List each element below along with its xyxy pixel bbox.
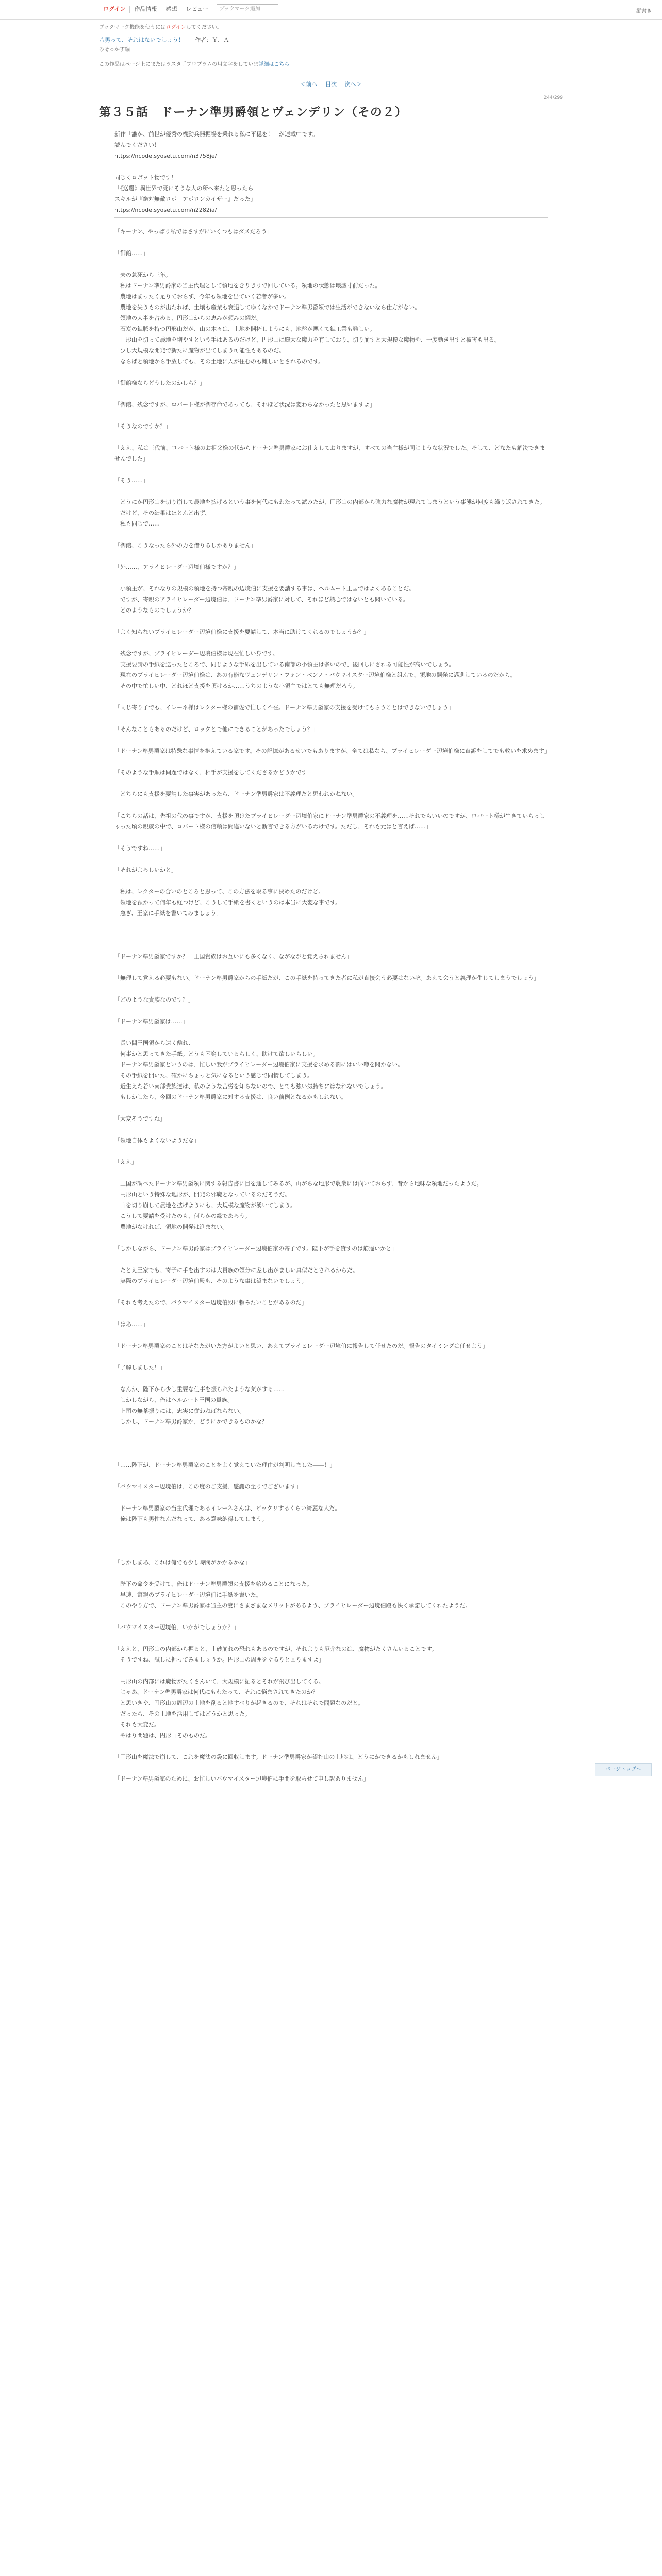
blank-line (99, 1005, 563, 1016)
main-content (99, 20, 563, 1784)
text-line: 「よく知らないブライヒレーダー辺境伯様に支援を要請して、本当に助けてくれるのでしょうか？」 (114, 629, 370, 635)
text-line: どのようなものでしょうか？ (114, 607, 194, 614)
blank-line (99, 800, 563, 810)
blank-line (99, 1741, 563, 1752)
blank-line (99, 551, 563, 562)
bookmark-notice (99, 23, 563, 30)
caution-text (99, 60, 563, 67)
text-line: 支援要請の手紙を送ったところで、同じような手紙を出している南部の小領主は多いので、後回しにされる可能性が高いでしょう。 (114, 661, 455, 668)
nav-link-review[interactable]: レビュー (186, 6, 209, 12)
text-line: 「どのような貴族なのです？」 (114, 996, 194, 1003)
page-top-button[interactable]: ページトップへ (595, 1763, 652, 1776)
text-line[interactable]: https://ncode.syosetu.com/n3758je/ (114, 152, 217, 159)
blank-line (99, 854, 563, 865)
next-link[interactable]: 次へ＞ (344, 81, 362, 88)
blank-line (99, 410, 563, 421)
page-number: 244/299 (543, 95, 563, 100)
text-line: 「バウマイスター辺境伯は、この度のご支援、感謝の至りでございます」 (114, 1483, 302, 1490)
prev-link[interactable]: ＜前へ (300, 81, 318, 88)
text-line: 「バウマイスター辺境伯、いかがでしょうか？」 (114, 1624, 239, 1631)
blank-line (99, 984, 563, 994)
text-line: 石炭の鉱脈を持つ円形山だが、山の木々は、土地を開拓しようにも、地盤が悪くて鉱工業も難しい。 (114, 326, 375, 332)
blank-line (99, 1427, 563, 1438)
blank-line (99, 1492, 563, 1503)
notice-login-link[interactable]: ログイン (166, 25, 186, 30)
index-link[interactable]: 目次 (325, 81, 337, 88)
text-line: 円形山を切って農地を増やすという手はあるのだけど、円形山は膨大な魔力を有しており、切り崩すと大規模な魔物や、一度動き出すと被害も出る。 (114, 336, 500, 343)
blank-line (99, 367, 563, 378)
text-line: 新作「誰か、前世が優秀の機動兵器掘場を乗れる私に平穏を！」が連載中です。 (114, 131, 319, 138)
pager-top (99, 80, 563, 88)
blank-line (99, 713, 563, 724)
blank-line (99, 1124, 563, 1135)
blank-line (99, 1535, 563, 1546)
blank-line (99, 1330, 563, 1341)
text-line: もしかしたら、今回のドーナン準男爵家に対する支援は、良い前例となるかもしれない。 (114, 1094, 347, 1100)
vertical-writing-link[interactable]: 縦書き (636, 9, 652, 14)
text-line: 「御館、残念ですが、ロバート様が御存命であっても、それほど状況は変わらなかったと思いますよ」 (114, 401, 375, 408)
text-line: と思いきや、円形山の周辺の土地を削ると地すべりが起きるので、それはそれで問題なのだと。 (114, 1700, 364, 1706)
blank-line (99, 486, 563, 497)
text-line: だけど、その結果はほとんど出ず、 (114, 510, 211, 516)
text-line: 王国が調べたドーナン準男爵領に関する報告書に目を通してみるが、山がちな地形で農業には向いておらず、昔から地味な領地だったようだ。 (114, 1180, 483, 1187)
text-line: やはり問題は、円形山そのものだ。 (114, 1732, 211, 1739)
text-line: 「ええ」 (114, 1159, 137, 1165)
text-line: 「ええと、円形山の内部から掘ると、土砂崩れの恐れもあるのですが、それよりも厄介なのは、魔物がたくさんいることです。 (114, 1646, 438, 1652)
text-line: 「無理して覚える必要もない。ドーナン準男爵家からの手紙だが、この手紙を持ってきた者に私が直接会う必要はないぞ。あえて会うと義理が生じてしまうでしょう」 (114, 975, 540, 981)
notice-prefix: ブックマーク機能を使うには (99, 25, 166, 30)
text-line: じゃあ、ドーナン準男爵家は何代にもわたって、それに悩まされてきたのか？ (114, 1689, 318, 1696)
text-line: 「ええ、私は三代前、ロバート様のお祖父様の代からドーナン準男爵家にお仕えしておりますが、すべての当主様が同じような状況でした。そして、どなたも解決できませんでした」 (114, 445, 545, 462)
text-line: 「しかしながら、ドーナン準男爵家はブライヒレーダー辺境伯家の寄子です。陛下が手を貸すのは筋違いかと」 (114, 1245, 398, 1252)
blank-line (99, 962, 563, 973)
text-line: 私も同じで…… (114, 520, 160, 527)
blank-line (99, 572, 563, 583)
text-line: 「それも考えたので、バウマイスター辺境伯殿に頼みたいことがあるのだ」 (114, 1299, 307, 1306)
text-line: 「それがよろしいかと」 (114, 867, 177, 873)
text-line: 「ドーナン準男爵家は特殊な事情を抱えている家です。その記憶があるせいでもありますが、全ては私なら、ブライヒレーダー辺境伯様に直訴をしてでも救いを求めます」 (114, 748, 550, 754)
text-line: 少し大規模な開発で新たに魔物が出てしまう可能性もあるのだ。 (114, 347, 285, 354)
blank-line (99, 832, 563, 843)
text-line: 領地を預かって何年も経つけど、こうして手紙を書くというのは本当に大変な事です。 (114, 899, 341, 906)
text-line: 「御館様ならどうしたのかしら？」 (114, 380, 205, 386)
text-line: 山を切り崩して農地を拡げようにも、大規模な魔物が湧いてしまう。 (114, 1202, 296, 1209)
divider (114, 217, 548, 218)
blank-line (99, 529, 563, 540)
text-line: 早速、寄親のブライヒレーダー辺境伯に手紙を書いた。 (114, 1591, 262, 1598)
blank-line (99, 1762, 563, 1773)
honbun (99, 226, 563, 1784)
blank-line (99, 1633, 563, 1643)
text-line: 「円形山を魔法で崩して、これを魔法の袋に回収します。ドーナン準男爵家が望む山の土地は、どうにかできるかもしれません」 (114, 1754, 443, 1760)
text-line: 「そのような手順は問題ではなく、相手が支援をしてくださるかどうかです」 (114, 769, 313, 776)
text-line: その手紙を開いた、確かにちょっと気になるという感じで同情してしまう。 (114, 1072, 313, 1079)
caution-body: この作品はページ上にまたはラスタ手ブロブラムの用文字をしていま (99, 62, 259, 67)
blank-line (99, 1546, 563, 1557)
top-nav (99, 4, 278, 14)
text-line: 「しかしまあ、これは俺でも少し時間がかかるかな」 (114, 1559, 251, 1566)
text-line: 「ドーナン準男爵家は……」 (114, 1018, 188, 1025)
text-line: 私はドーナン準男爵家の当主代理として領地をきりきりで回している。領地の状態は壊滅寸前だった。 (114, 282, 381, 289)
text-line: 円形山の内部には魔物がたくさんいて、大規模に掘るとそれが飛び出してくる。 (114, 1678, 324, 1685)
novel-body (99, 129, 563, 1784)
text-line: 「そう……」 (114, 477, 148, 484)
nav-link-info[interactable]: 作品情報 (130, 6, 161, 13)
login-link[interactable]: ログイン (99, 6, 130, 13)
text-line: 「同じ寄り子でも、イレーネ様はレクター様の補佐で忙しく不在。ドーナン準男爵家の支援を受けてもらうことはできないでしょう」 (114, 704, 454, 711)
text-line: ですが、寄親のアライヒレーダー辺境伯は、ドーナン準男爵家に対して、それほど熱心ではないとも聞いている。 (114, 596, 409, 603)
blank-line (99, 1568, 563, 1579)
blank-line (99, 735, 563, 745)
text-line: 「ドーナン準男爵家ですか？ 王国貴族はお互いにも多くなく、ながながと覚えられません」 (114, 953, 353, 960)
text-line: ならばと領地から手放しても、その土地に人が住むのも難しいとされるのです。 (114, 358, 324, 365)
text-line: 小領主が、それなりの規模の領地を持つ寄親の辺境伯に支援を要請する事は、ヘルムート王国ではよくあることだ。 (114, 585, 415, 592)
blank-line (99, 637, 563, 648)
blank-line (99, 940, 563, 951)
text-line: 「領地自体もよくないようだな」 (114, 1137, 200, 1144)
text-line: なんか、陛下から少し重要な仕事を振られたような気がする…… (114, 1386, 285, 1393)
text-line: 「はあ……」 (114, 1321, 148, 1328)
blank-line (99, 1146, 563, 1157)
blank-line (99, 1308, 563, 1319)
chapter-group: みそっかす編 (99, 47, 130, 53)
blank-line (99, 1665, 563, 1676)
text-line: このやり方で、ドーナン準男爵家は当主の妻にさまざまなメリットがあるよう、ブライヒレーダー辺境伯殿も快く承諾してくれたようだ。 (114, 1602, 471, 1609)
notice-suffix: してください。 (186, 25, 222, 30)
blank-line (99, 691, 563, 702)
blank-line (99, 929, 563, 940)
text-line: 実際のブライヒレーダー辺境伯殿も、そのような事は望まないでしょう。 (114, 1278, 307, 1284)
blank-line (99, 756, 563, 767)
blank-line (99, 161, 563, 172)
series-title-link[interactable]: 八男って、それはないでしょう！ (99, 37, 184, 43)
text-line: 「そうですね……」 (114, 845, 166, 852)
text-line: 陛下の命令を受けて、俺はドーナン準男爵領の支援を始めることになった。 (114, 1581, 313, 1587)
caution-link[interactable]: 詳細はこちら (258, 62, 290, 67)
preface (99, 129, 563, 215)
blank-line (99, 1254, 563, 1265)
text-line: 上司の無茶振りには、忠実に従わねばならない。 (114, 1408, 245, 1414)
text-line: 「そうなのですか？」 (114, 423, 171, 430)
text-line: 農地を失うものが出たれば、土壌も産業も衰退してゆくなかでドーナン準男爵領では生活ができないなら仕方がない。 (114, 304, 421, 311)
text-line: 「そんなこともあるのだけど、ロックとで他にできることがあったでしょう？」 (114, 726, 319, 733)
text-line: 「了解しました！」 (114, 1364, 166, 1371)
blank-line (99, 1103, 563, 1113)
text-line: しかしながら、俺はヘルムート王国の貴族。 (114, 1397, 234, 1403)
text-line: 「ドーナン準男爵家のために、お忙しいバウマイスター辺境伯に手間を取らせて申し訳ありません」 (114, 1775, 369, 1782)
text-line: 「外……、アライヒレーダー辺境伯様ですか？」 (114, 564, 239, 570)
text-line: 何事かと思ってきた手紙。どうも困窮しているらしく、助けて欲しいらしい。 (114, 1050, 319, 1057)
text-line: たとえ王家でも、寄子に手を出すのは大貴族の領分に差し出がましい真似だとされるからだ。 (114, 1267, 358, 1274)
text-line: 「ドーナン準男爵家のことはそなたがいた方がよいと思い、あえてブライヒレーダー辺境伯に報告して任せたのだ。報告のタイミングは任せよう」 (114, 1343, 488, 1349)
text-line: その中で忙しい中、どれほど支援を頂けるか……うちのような小領主ではとても無理だろう。 (114, 683, 358, 689)
text-line: 同じくロボット物です！ (114, 174, 177, 181)
text-line: 「御館……」 (114, 250, 148, 257)
text-line: 農地がなければ、領地の開発は進まない。 (114, 1224, 228, 1230)
blank-line (99, 432, 563, 443)
text-line: 「こちらの話は、先祖の代の事ですが、支援を頂けたブライヒレーダー辺境伯家にドーナン準男爵家の不義理を……それでもいいのですが、ロバート様が生きていらっしゃった頃の親戚の中で、ロバート様の信頼は間違いないと断言できる方がいるわけです。ただし、それも元はと言えば……」 (114, 812, 545, 830)
blank-line (99, 1373, 563, 1384)
text-line: 夫の急死から三年。 (114, 272, 171, 278)
blank-line (99, 1167, 563, 1178)
text-line: しかし、ドーナン準男爵家か、どうにかできるものかな？ (114, 1418, 268, 1425)
text-line: 俺は陛下も男性なんだなって、ある意味納得してしまう。 (114, 1516, 268, 1522)
blank-line (99, 1611, 563, 1622)
text-line: 「キーナン、やっぱり私ではさすがにいくつもはダメだろう」 (114, 228, 273, 235)
blank-line (99, 388, 563, 399)
bookmark-add-button[interactable]: ブックマーク追加 (217, 4, 278, 14)
blank-line (99, 464, 563, 475)
text-line: どうにか円形山を切り崩して農地を拡げるという事を何代にもわたって試みたが、円形山の内部から強力な魔物が現れてしまうという事態が何度も繰り返されてきた。 (114, 499, 545, 505)
text-line: 私は、レクターの合いのところと思って、この方法を取る事に決めたのだけど。 (114, 888, 324, 895)
blank-line (99, 1351, 563, 1362)
blank-line (99, 1524, 563, 1535)
text-line[interactable]: https://ncode.syosetu.com/n2282ia/ (114, 207, 217, 213)
text-line: 農地はまったく足りておらず、今年も領地を出ていく若者が多い。 (114, 293, 290, 300)
blank-line (99, 237, 563, 248)
text-line: 残念ですが、ブライヒレーダー辺境伯様は現在忙しい身です。 (114, 650, 278, 657)
text-line: だったら、その土地を活用してはどうかと思った。 (114, 1710, 251, 1717)
text-line: どちらにも支援を要請した事実があったら、ドーナン準男爵家は不義理だと思われかねない。 (114, 791, 358, 798)
text-line: 急ぎ、王家に手紙を書いてみましょう。 (114, 910, 222, 917)
text-line: 「《送還》異世界で死にそうな人の所へ来たと思ったら (114, 185, 254, 192)
author-name[interactable]: 作者：Ｙ．Ａ (195, 37, 229, 43)
series-meta (99, 36, 563, 44)
blank-line (99, 1027, 563, 1038)
nav-link-impressions[interactable]: 感想 (161, 6, 181, 13)
blank-line (99, 919, 563, 929)
text-line: 現在のブライヒレーダー辺境伯様は、あの有能なヴェンデリン・フォン・ベンノ・バウマイスター辺境伯様と組んで、領地の開発に邁進しているのだから。 (114, 672, 516, 679)
blank-line (99, 1286, 563, 1297)
blank-line (99, 875, 563, 886)
text-line: ドーナン準男爵家の当主代理であるイレーネさんは、ビックリするくらい綺麗な人だ。 (114, 1505, 341, 1512)
text-line: 「御館、こうなったら外の力を借りるしかありません」 (114, 542, 256, 549)
top-bar (0, 0, 662, 20)
text-line: それも大変だ。 (114, 1721, 160, 1728)
blank-line (99, 616, 563, 626)
text-line: そうですね、試しに掘ってみましょうか。円形山の周囲をぐるりと回りますよ」 (114, 1656, 324, 1663)
blank-line (99, 259, 563, 269)
text-line: こうして要請を受けたのも、何らかの縁であろう。 (114, 1213, 251, 1219)
text-line: 円形山という特殊な地形が、開発の邪魔となっているのだそうだ。 (114, 1191, 290, 1198)
blank-line (99, 1232, 563, 1243)
blank-line (99, 778, 563, 789)
text-line: ドーナン準男爵家というのは、忙しい我がブライヒレーダー辺境伯家に支援を求める割にはいい噂を聞かない。 (114, 1061, 404, 1068)
text-line: スキルが『絶対無敵ロボ アポロンカイザー』だった」 (114, 196, 256, 202)
text-line: 読んでください！ (114, 142, 160, 148)
text-line: 「大変そうですね」 (114, 1115, 166, 1122)
text-line: 領地の大半を占める、円形山からの恵みが頼みの綱だ。 (114, 315, 262, 321)
blank-line (99, 1449, 563, 1460)
text-line: 近生えた若い南部貴族達は、私のような苦労を知らないので、とても強い気持ちにはなれないでしょう。 (114, 1083, 387, 1090)
blank-line (99, 1438, 563, 1449)
text-line: 長い間王国領から遠く離れ、 (114, 1040, 194, 1046)
blank-line (99, 1470, 563, 1481)
chapter-title: 第３５話 ドーナン準男爵領とヴェンデリン（その２） (99, 106, 407, 119)
text-line: 「……陛下が、ドーナン準男爵家のことをよく覚えていた理由が判明しました――！」 (114, 1462, 336, 1468)
